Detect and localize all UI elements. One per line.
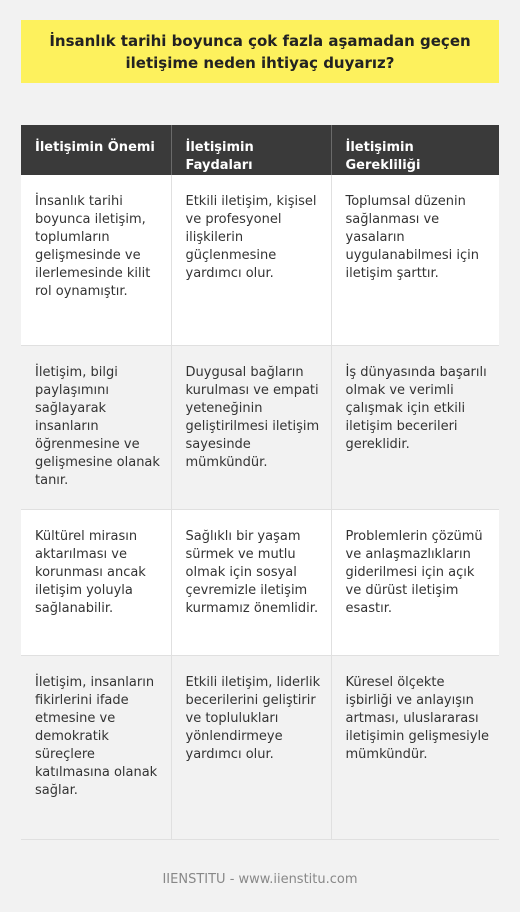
table-cell: İş dünyasında başarılı olmak ve verimli çalışmak için etkili iletişim becerileri gereklidir. — [331, 345, 499, 509]
table-row — [21, 655, 499, 839]
table-cell: Toplumsal düzenin sağlanması ve yasaların uygulanabilmesi için iletişim şarttır. — [331, 175, 499, 345]
table-cell: Küresel ölçekte işbirliği ve anlayışın artması, uluslararası iletişimin gelişmesiyle mümkündür. — [331, 655, 499, 839]
table-header-row — [21, 125, 499, 175]
table-cell: İletişim, bilgi paylaşımını sağlayarak insanların öğrenmesine ve gelişmesine olanak tanır. — [21, 345, 171, 509]
table-cell: Kültürel mirasın aktarılması ve korunması ancak iletişim yoluyla sağlanabilir. — [21, 509, 171, 655]
table-cell: Etkili iletişim, kişisel ve profesyonel ilişkilerin güçlenmesine yardımcı olur. — [171, 175, 331, 345]
table-cell: Duygusal bağların kurulması ve empati yeteneğinin geliştirilmesi iletişim sayesinde mümkündür. — [171, 345, 331, 509]
table-cell: İletişim, insanların fikirlerini ifade etmesine ve demokratik süreçlere katılmasına olanak sağlar. — [21, 655, 171, 839]
table-cell: Etkili iletişim, liderlik becerilerini geliştirir ve toplulukları yönlendirmeye yardımcı olur. — [171, 655, 331, 839]
table-row — [21, 175, 499, 345]
table-cell: Problemlerin çözümü ve anlaşmazlıkların giderilmesi için açık ve dürüst iletişim esastır. — [331, 509, 499, 655]
comparison-table — [21, 125, 499, 840]
column-header-necessity: İletişimin Gerekliliği — [331, 125, 499, 175]
column-header-benefits: İletişimin Faydaları — [171, 125, 331, 175]
table-cell: Sağlıklı bir yaşam sürmek ve mutlu olmak için sosyal çevremizle iletişim kurmamız önemlidir. — [171, 509, 331, 655]
table-row — [21, 509, 499, 655]
page-title: İnsanlık tarihi boyunca çok fazla aşamadan geçen iletişime neden ihtiyaç duyarız? — [49, 31, 471, 72]
comparison-table-container — [21, 125, 499, 840]
column-header-importance: İletişimin Önemi — [21, 125, 171, 175]
title-banner — [21, 20, 499, 83]
footer-credit: IIENSTITU - www.iienstitu.com — [162, 872, 358, 887]
table-cell: İnsanlık tarihi boyunca iletişim, toplumların gelişmesinde ve ilerlemesinde kilit rol oynamıştır. — [21, 175, 171, 345]
table-row — [21, 345, 499, 509]
